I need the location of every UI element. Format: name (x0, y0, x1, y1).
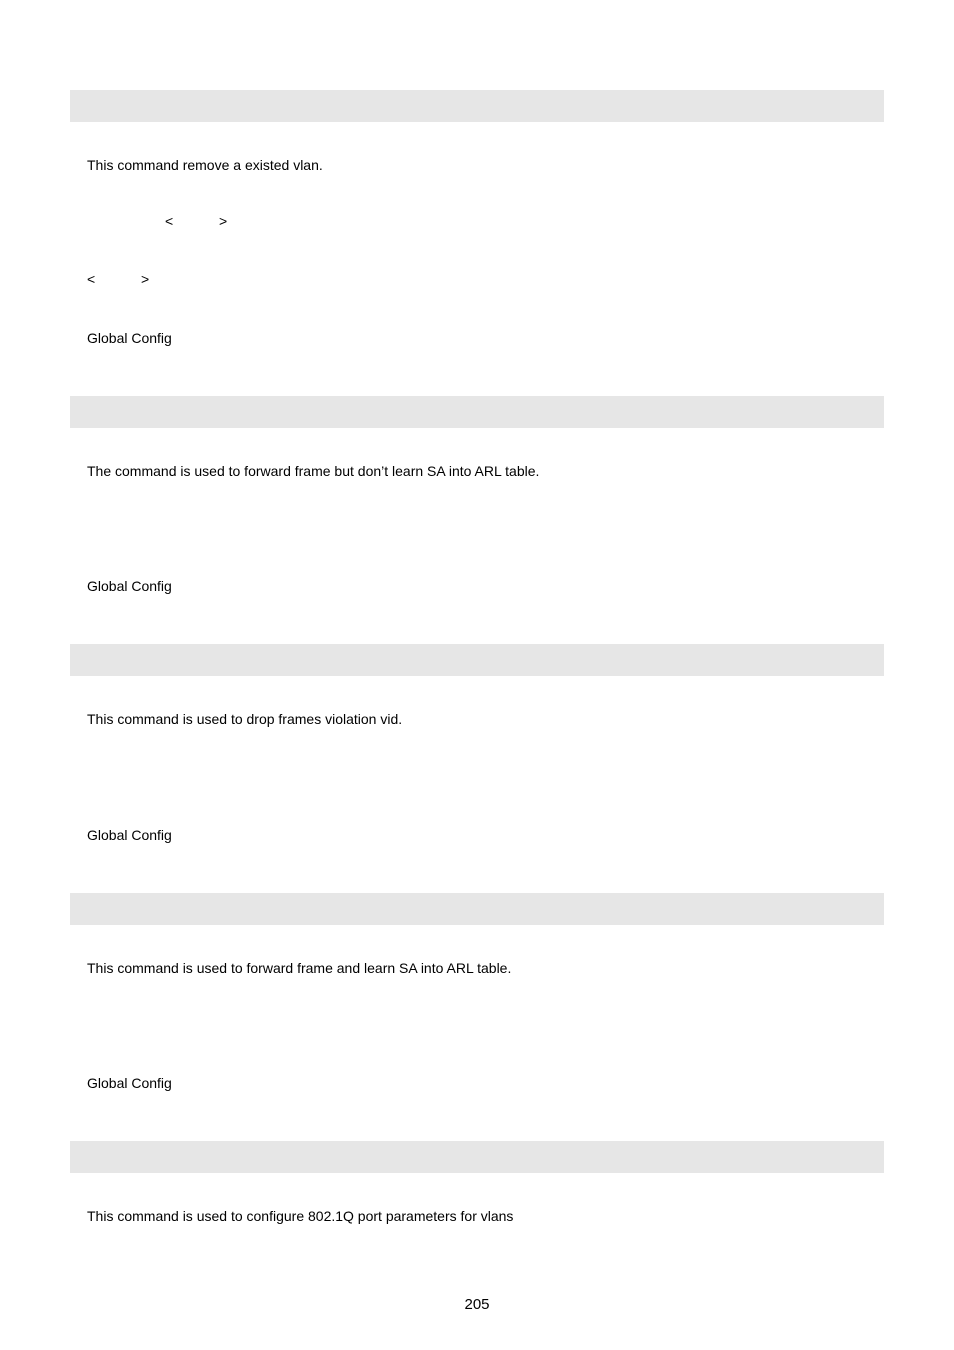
section-header-bar (70, 396, 884, 428)
section-description: The command is used to forward frame but don’t learn SA into ARL table. (87, 463, 540, 479)
parameter-angle-close: > (141, 271, 150, 287)
command-mode: Global Config (87, 330, 172, 346)
section-header-bar (70, 90, 884, 122)
command-mode: Global Config (87, 578, 172, 594)
syntax-angle-open: < (165, 213, 174, 229)
command-mode: Global Config (87, 827, 172, 843)
section-description: This command is used to configure 802.1Q port parameters for vlans (87, 1208, 514, 1224)
command-mode: Global Config (87, 1075, 172, 1091)
page-number: 205 (464, 1296, 490, 1313)
section-description: This command is used to forward frame and learn SA into ARL table. (87, 960, 512, 976)
section-description: This command is used to drop frames violation vid. (87, 711, 403, 727)
section-header-bar (70, 893, 884, 925)
section-header-bar (70, 1141, 884, 1173)
section-description: This command remove a existed vlan. (87, 157, 323, 173)
parameter-angle-open: < (87, 271, 96, 287)
section-header-bar (70, 644, 884, 676)
syntax-angle-close: > (219, 213, 228, 229)
